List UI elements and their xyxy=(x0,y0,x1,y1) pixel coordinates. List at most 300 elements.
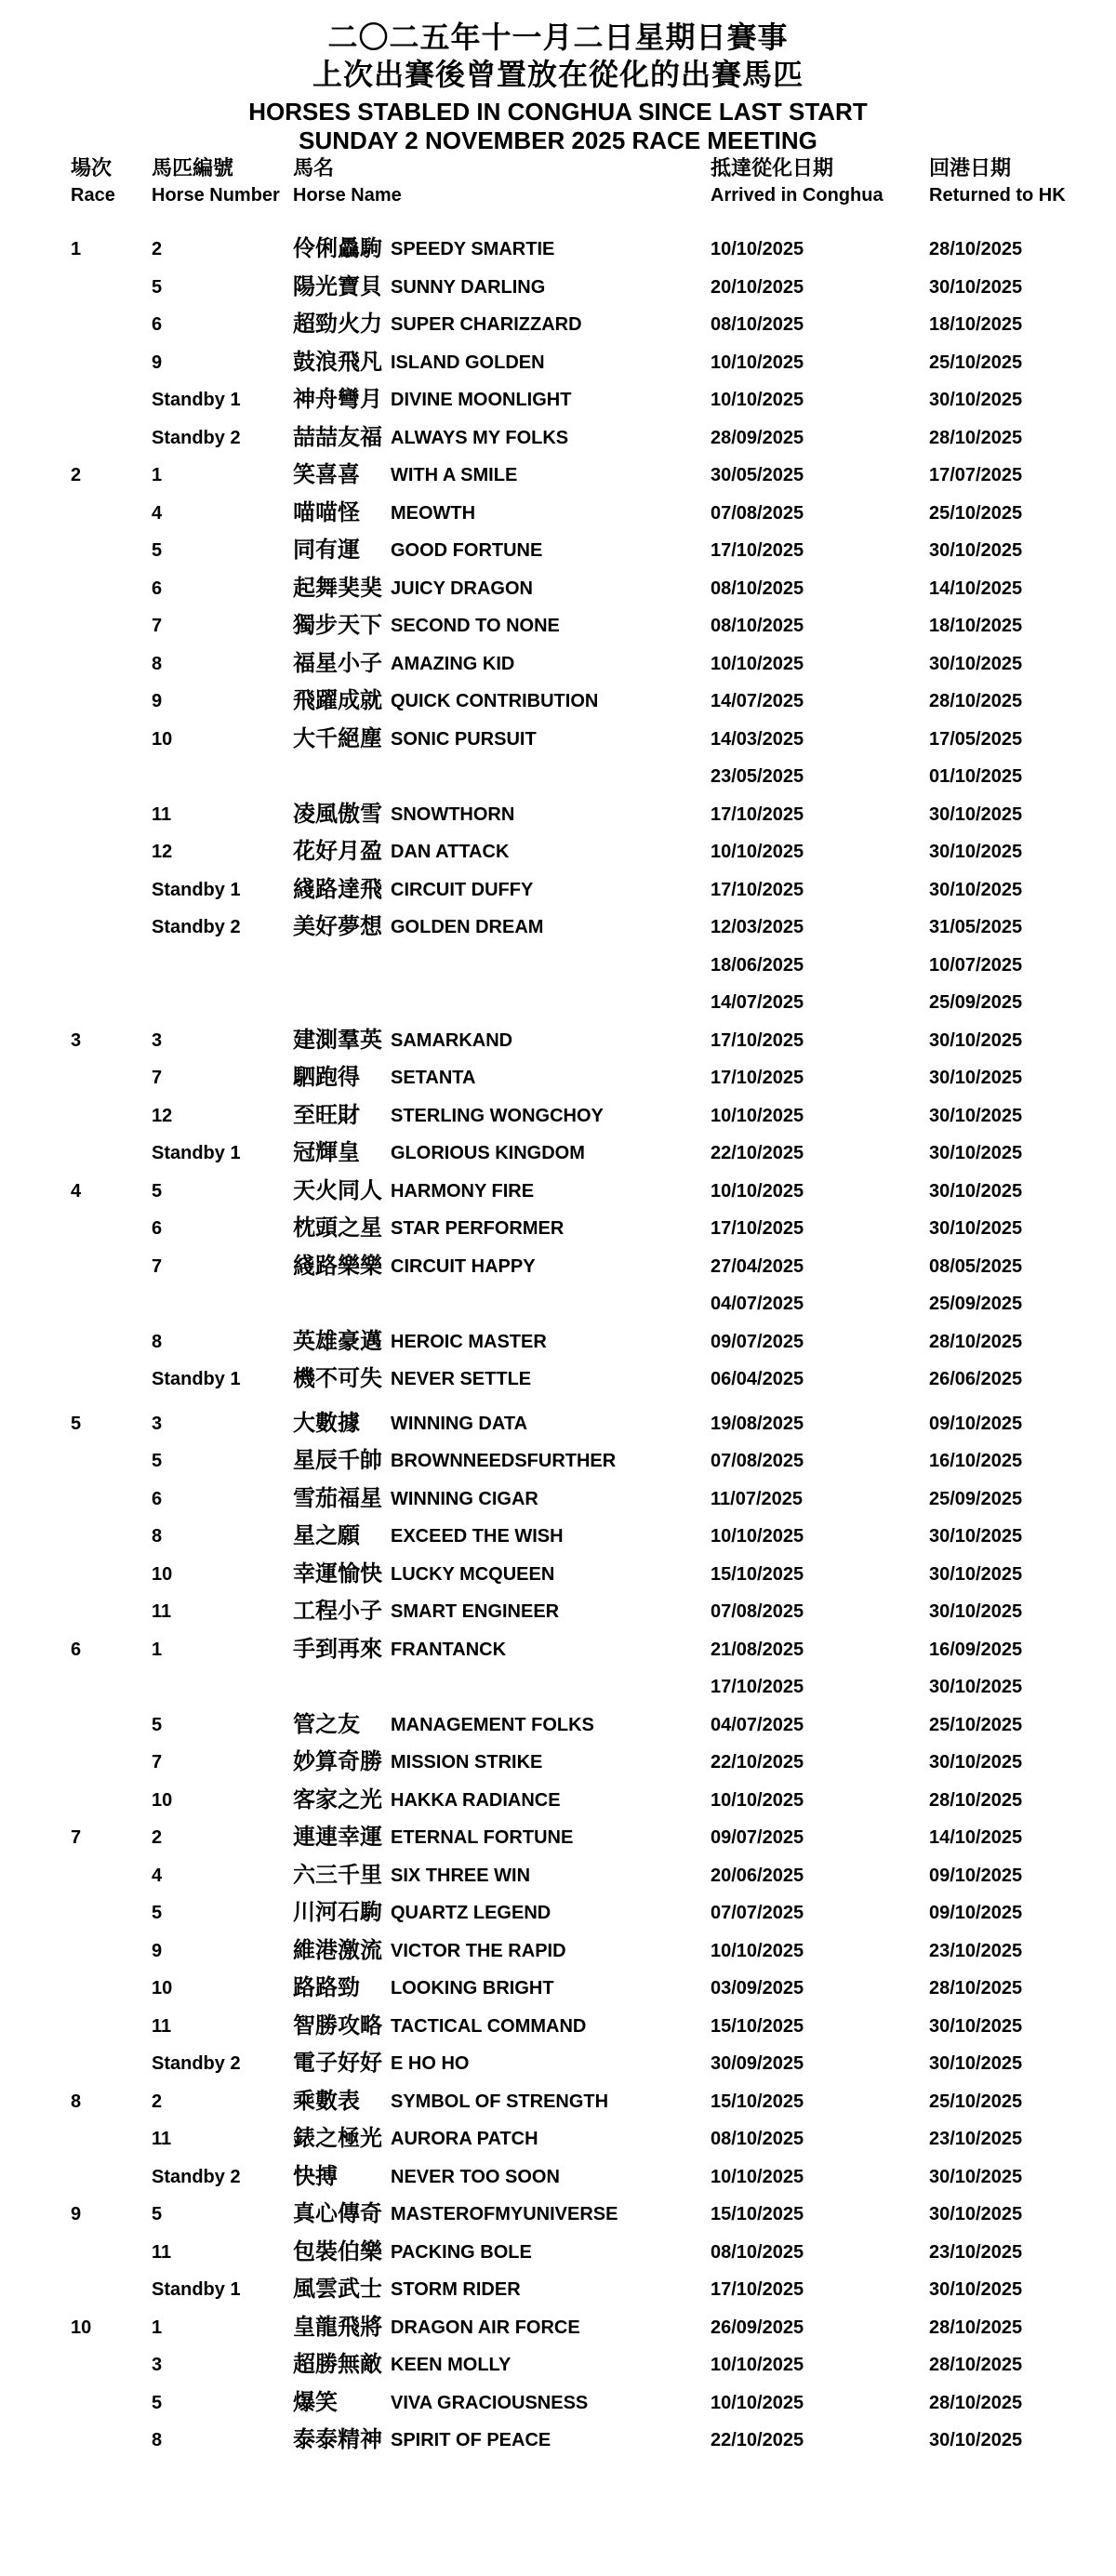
horse-name-en: SONIC PURSUIT xyxy=(391,728,537,750)
horse-number: 10 xyxy=(152,728,173,750)
horse-number: Standby 2 xyxy=(152,2166,241,2187)
table-row xyxy=(0,344,1116,382)
horse-name-zh: 花好月盈 xyxy=(293,839,382,864)
horse-number: 10 xyxy=(152,1978,173,1998)
table-row xyxy=(0,833,1116,871)
arrived-date: 10/10/2025 xyxy=(711,2166,804,2187)
returned-date: 14/10/2025 xyxy=(929,1827,1023,1848)
arrived-date: 18/06/2025 xyxy=(711,954,804,976)
horse-number: 2 xyxy=(152,1827,163,1848)
horse-name-en: SYMBOL OF STRENGTH xyxy=(391,2091,609,2112)
race-number: 5 xyxy=(71,1413,82,1434)
horse-number: 11 xyxy=(152,1601,172,1622)
header-horse-number xyxy=(152,154,280,208)
horse-name-en: WITH A SMILE xyxy=(391,465,518,485)
horse-number: 9 xyxy=(152,691,163,711)
horse-number: 5 xyxy=(152,276,163,298)
horse-name-zh: 綫路達飛 xyxy=(293,876,382,902)
returned-date: 30/10/2025 xyxy=(929,1677,1023,1697)
horse-number: 11 xyxy=(152,2241,172,2263)
table-row xyxy=(0,1059,1116,1097)
horse-name-en: SMART ENGINEER xyxy=(391,1601,560,1622)
header-arrived xyxy=(711,154,884,208)
horse-name-en: DRAGON AIR FORCE xyxy=(391,2317,580,2338)
table-row xyxy=(0,231,1116,269)
returned-date: 30/10/2025 xyxy=(929,2166,1023,2187)
document-title-block xyxy=(0,19,1116,155)
arrived-date: 17/10/2025 xyxy=(711,1677,804,1697)
horse-name-zh: 六三千里 xyxy=(293,1862,382,1888)
arrived-date: 26/09/2025 xyxy=(711,2317,804,2338)
returned-date: 30/10/2025 xyxy=(929,1068,1023,1088)
horse-name-en: SIX THREE WIN xyxy=(391,1865,531,1886)
race-group-7 xyxy=(0,1819,1116,2083)
returned-date: 09/10/2025 xyxy=(929,1865,1023,1886)
table-row xyxy=(0,1556,1116,1594)
arrived-date: 10/10/2025 xyxy=(711,1789,804,1811)
header-race xyxy=(71,154,115,208)
arrived-date: 04/07/2025 xyxy=(711,1714,804,1735)
horse-number: 5 xyxy=(152,1903,163,1923)
table-row xyxy=(0,2422,1116,2460)
header-arrived-en: Arrived in Conghua xyxy=(711,185,884,206)
horse-name-zh: 大千絕塵 xyxy=(293,725,382,751)
horse-number: 9 xyxy=(152,1940,163,1961)
horse-number: Standby 2 xyxy=(152,2053,241,2074)
header-arrived-zh: 抵達從化日期 xyxy=(711,156,834,179)
horse-name-en: SUPER CHARIZZARD xyxy=(391,314,582,335)
table-row xyxy=(0,2309,1116,2347)
race-number: 1 xyxy=(71,239,82,259)
table-row xyxy=(0,2045,1116,2083)
arrived-date: 19/08/2025 xyxy=(711,1413,804,1434)
horse-number: 5 xyxy=(152,2392,163,2413)
horse-name-en: SNOWTHORN xyxy=(391,803,515,825)
horse-name-zh: 超勁火力 xyxy=(293,312,382,337)
table-row xyxy=(0,1631,1116,1669)
table-row xyxy=(0,984,1116,1022)
horse-number: 3 xyxy=(152,1029,163,1051)
horse-name-en: TACTICAL COMMAND xyxy=(391,2015,587,2037)
table-header xyxy=(0,154,1116,231)
horse-number: 3 xyxy=(152,2355,163,2375)
arrived-date: 17/10/2025 xyxy=(711,1068,804,1088)
arrived-date: 10/10/2025 xyxy=(711,352,804,373)
table-row xyxy=(0,947,1116,985)
horse-name-zh: 超勝無敵 xyxy=(293,2352,382,2377)
horse-name-zh: 管之友 xyxy=(293,1711,360,1737)
returned-date: 30/10/2025 xyxy=(929,1105,1023,1126)
returned-date: 28/10/2025 xyxy=(929,2392,1023,2413)
horse-name-zh: 妙算奇勝 xyxy=(293,1749,382,1774)
horse-name-zh: 爆笑 xyxy=(293,2389,338,2415)
horse-name-zh: 同有運 xyxy=(293,538,360,563)
horse-name-en: MEOWTH xyxy=(391,502,476,524)
table-row xyxy=(0,1323,1116,1361)
horse-number: 1 xyxy=(152,1639,163,1660)
returned-date: 28/10/2025 xyxy=(929,1789,1023,1811)
table-row xyxy=(0,2158,1116,2197)
horse-name-zh: 真心傳奇 xyxy=(293,2201,382,2226)
arrived-date: 10/10/2025 xyxy=(711,1526,804,1547)
horse-name-en: VIVA GRACIOUSNESS xyxy=(391,2392,589,2413)
horse-name-zh: 喆喆友福 xyxy=(293,424,382,450)
horse-number: 5 xyxy=(152,540,163,561)
returned-date: 30/10/2025 xyxy=(929,2430,1023,2450)
horse-name-en: NEVER TOO SOON xyxy=(391,2166,560,2187)
title-en-line2: SUNDAY 2 NOVEMBER 2025 RACE MEETING xyxy=(299,126,817,154)
returned-date: 26/06/2025 xyxy=(929,1369,1023,1389)
table-row xyxy=(0,1361,1116,1399)
header-horse-name-en: Horse Name xyxy=(293,185,402,206)
returned-date: 25/10/2025 xyxy=(929,2091,1023,2112)
arrived-date: 08/10/2025 xyxy=(711,2241,804,2263)
title-zh-line1: 二〇二五年十一月二日星期日賽事 xyxy=(327,20,789,54)
arrived-date: 08/10/2025 xyxy=(711,616,804,636)
horse-name-zh: 乘數表 xyxy=(293,2088,360,2114)
horse-number: 1 xyxy=(152,465,163,485)
table-row xyxy=(0,1097,1116,1135)
returned-date: 30/10/2025 xyxy=(929,1143,1023,1163)
returned-date: 30/10/2025 xyxy=(929,2015,1023,2037)
arrived-date: 10/10/2025 xyxy=(711,842,804,862)
horse-number: Standby 1 xyxy=(152,1369,241,1389)
returned-date: 31/05/2025 xyxy=(929,917,1023,937)
horse-number: 2 xyxy=(152,239,163,259)
returned-date: 23/10/2025 xyxy=(929,2241,1023,2263)
returned-date: 17/05/2025 xyxy=(929,728,1023,750)
horse-name-en: STORM RIDER xyxy=(391,2279,521,2300)
table-row xyxy=(0,1518,1116,1556)
horse-name-en: CIRCUIT DUFFY xyxy=(391,879,534,900)
table-row xyxy=(0,1782,1116,1820)
returned-date: 30/10/2025 xyxy=(929,2279,1023,2300)
table-row xyxy=(0,2008,1116,2046)
horse-name-en: LOOKING BRIGHT xyxy=(391,1978,554,1998)
horse-name-en: SUNNY DARLING xyxy=(391,276,546,298)
arrived-date: 08/10/2025 xyxy=(711,314,804,335)
returned-date: 25/10/2025 xyxy=(929,1714,1023,1735)
header-horse-number-zh: 馬匹編號 xyxy=(152,156,234,179)
arrived-date: 10/10/2025 xyxy=(711,1180,804,1202)
horse-number: 11 xyxy=(152,2015,172,2037)
arrived-date: 15/10/2025 xyxy=(711,2204,804,2224)
horse-number: 7 xyxy=(152,1068,163,1088)
table-row xyxy=(0,1706,1116,1745)
arrived-date: 06/04/2025 xyxy=(711,1369,804,1389)
horse-name-zh: 路路勁 xyxy=(293,1975,360,2000)
returned-date: 10/07/2025 xyxy=(929,954,1023,976)
horse-name-en: MASTEROFMYUNIVERSE xyxy=(391,2204,618,2224)
header-returned-en: Returned to HK xyxy=(929,185,1066,206)
race-number: 3 xyxy=(71,1029,82,1051)
arrived-date: 23/05/2025 xyxy=(711,766,804,787)
returned-date: 30/10/2025 xyxy=(929,540,1023,561)
table-row xyxy=(0,1593,1116,1631)
table-row xyxy=(0,2234,1116,2272)
horse-number: Standby 2 xyxy=(152,917,241,937)
title-zh-line2: 上次出賽後曾置放在從化的出賽馬匹 xyxy=(312,58,804,91)
table-row xyxy=(0,871,1116,910)
arrived-date: 08/10/2025 xyxy=(711,578,804,599)
race-group-5 xyxy=(0,1405,1116,1631)
arrived-date: 07/08/2025 xyxy=(711,502,804,524)
horse-name-en: ETERNAL FORTUNE xyxy=(391,1827,574,1848)
horse-name-en: E HO HO xyxy=(391,2053,470,2074)
horse-number: 6 xyxy=(152,1488,163,1509)
horse-name-en: FRANTANCK xyxy=(391,1639,507,1660)
arrived-date: 21/08/2025 xyxy=(711,1639,804,1660)
returned-date: 30/10/2025 xyxy=(929,1752,1023,1773)
horse-name-zh: 笑喜喜 xyxy=(293,462,360,487)
arrived-date: 15/10/2025 xyxy=(711,1563,804,1585)
horse-name-en: DIVINE MOONLIGHT xyxy=(391,390,572,410)
race-number: 9 xyxy=(71,2204,82,2224)
horse-name-en: ALWAYS MY FOLKS xyxy=(391,427,569,448)
arrived-date: 07/08/2025 xyxy=(711,1451,804,1471)
horse-number: 1 xyxy=(152,2317,163,2338)
table-row xyxy=(0,532,1116,570)
returned-date: 30/10/2025 xyxy=(929,1180,1023,1202)
horse-name-zh: 陽光寶貝 xyxy=(293,273,382,299)
horse-name-zh: 電子好好 xyxy=(293,2051,382,2076)
horse-name-en: AMAZING KID xyxy=(391,653,515,674)
race-group-1 xyxy=(0,231,1116,457)
horse-number: Standby 1 xyxy=(152,1143,241,1163)
arrived-date: 17/10/2025 xyxy=(711,1218,804,1239)
header-race-en: Race xyxy=(71,185,115,206)
table-body xyxy=(0,231,1116,2460)
arrived-date: 03/09/2025 xyxy=(711,1978,804,1998)
table-row xyxy=(0,2083,1116,2121)
horse-name-en: WINNING DATA xyxy=(391,1413,528,1434)
returned-date: 28/10/2025 xyxy=(929,1331,1023,1352)
arrived-date: 10/10/2025 xyxy=(711,390,804,410)
returned-date: 30/10/2025 xyxy=(929,2204,1023,2224)
arrived-date: 10/10/2025 xyxy=(711,653,804,674)
arrived-date: 09/07/2025 xyxy=(711,1827,804,1848)
header-horse-name xyxy=(293,154,402,208)
returned-date: 23/10/2025 xyxy=(929,2129,1023,2149)
race-group-3 xyxy=(0,1022,1116,1173)
table-row xyxy=(0,1442,1116,1481)
returned-date: 30/10/2025 xyxy=(929,842,1023,862)
horse-name-en: ISLAND GOLDEN xyxy=(391,352,545,373)
arrived-date: 14/07/2025 xyxy=(711,992,804,1013)
returned-date: 25/09/2025 xyxy=(929,1294,1023,1314)
table-row xyxy=(0,721,1116,759)
header-horse-name-zh: 馬名 xyxy=(293,156,335,179)
arrived-date: 27/04/2025 xyxy=(711,1255,804,1277)
horse-name-en: CIRCUIT HAPPY xyxy=(391,1255,536,1277)
arrived-date: 07/08/2025 xyxy=(711,1601,804,1622)
table-row xyxy=(0,1970,1116,2008)
table-row xyxy=(0,758,1116,796)
horse-number: 10 xyxy=(152,1789,173,1811)
horse-number: 11 xyxy=(152,803,172,825)
horse-number: Standby 1 xyxy=(152,879,241,900)
horse-name-en: LUCKY MCQUEEN xyxy=(391,1563,555,1585)
arrived-date: 08/10/2025 xyxy=(711,2129,804,2149)
horse-name-en: KEEN MOLLY xyxy=(391,2355,512,2375)
arrived-date: 10/10/2025 xyxy=(711,239,804,259)
horse-number: 7 xyxy=(152,1255,163,1277)
horse-name-zh: 美好夢想 xyxy=(293,914,382,939)
horse-name-zh: 風雲武士 xyxy=(293,2277,382,2302)
table-row xyxy=(0,269,1116,307)
horse-name-en: GOOD FORTUNE xyxy=(391,540,543,561)
horse-name-en: HARMONY FIRE xyxy=(391,1180,535,1202)
horse-name-zh: 大數據 xyxy=(293,1410,360,1436)
arrived-date: 17/10/2025 xyxy=(711,540,804,561)
horse-name-zh: 川河石駒 xyxy=(293,1900,382,1925)
horse-name-zh: 工程小子 xyxy=(293,1599,382,1624)
arrived-date: 10/10/2025 xyxy=(711,2355,804,2375)
table-row xyxy=(0,1248,1116,1286)
race-number: 6 xyxy=(71,1639,82,1660)
returned-date: 18/10/2025 xyxy=(929,314,1023,335)
horse-name-zh: 幸運愉快 xyxy=(293,1560,382,1587)
horse-name-zh: 星之願 xyxy=(293,1523,360,1548)
horse-name-en: QUICK CONTRIBUTION xyxy=(391,691,599,711)
horse-number: 8 xyxy=(152,2430,163,2450)
returned-date: 30/10/2025 xyxy=(929,390,1023,410)
arrived-date: 15/10/2025 xyxy=(711,2015,804,2037)
table-row xyxy=(0,645,1116,684)
horse-name-zh: 泰泰精神 xyxy=(293,2427,382,2452)
table-row xyxy=(0,381,1116,419)
table-row xyxy=(0,1405,1116,1443)
horse-number: 12 xyxy=(152,842,173,862)
table-row xyxy=(0,419,1116,458)
table-row xyxy=(0,607,1116,645)
table-row xyxy=(0,1022,1116,1060)
horse-name-zh: 神舟彎月 xyxy=(293,387,382,412)
table-row xyxy=(0,2271,1116,2309)
horse-name-zh: 綫路樂樂 xyxy=(293,1253,382,1279)
returned-date: 28/10/2025 xyxy=(929,239,1023,259)
horse-name-zh: 客家之光 xyxy=(293,1786,382,1812)
horse-number: 9 xyxy=(152,352,163,373)
table-row xyxy=(0,1135,1116,1173)
horse-name-en: NEVER SETTLE xyxy=(391,1369,532,1389)
returned-date: 28/10/2025 xyxy=(929,1978,1023,1998)
horse-number: 12 xyxy=(152,1105,173,1126)
horse-name-en: GOLDEN DREAM xyxy=(391,917,544,937)
horse-number: Standby 2 xyxy=(152,427,241,448)
arrived-date: 22/10/2025 xyxy=(711,1143,804,1163)
race-number: 4 xyxy=(71,1180,82,1202)
arrived-date: 17/10/2025 xyxy=(711,1029,804,1051)
table-row xyxy=(0,306,1116,344)
horse-name-zh: 智勝攻略 xyxy=(293,2012,382,2038)
horse-name-en: SPIRIT OF PEACE xyxy=(391,2430,551,2450)
returned-date: 30/10/2025 xyxy=(929,2053,1023,2074)
returned-date: 30/10/2025 xyxy=(929,1601,1023,1622)
arrived-date: 10/10/2025 xyxy=(711,1105,804,1126)
horse-name-zh: 凌風傲雪 xyxy=(293,801,382,827)
horse-name-en: SECOND TO NONE xyxy=(391,616,560,636)
arrived-date: 07/07/2025 xyxy=(711,1903,804,1923)
horse-name-zh: 至旺財 xyxy=(293,1102,360,1128)
table-row xyxy=(0,1173,1116,1211)
arrived-date: 17/10/2025 xyxy=(711,2279,804,2300)
horse-name-en: AURORA PATCH xyxy=(391,2129,538,2149)
horse-number: 7 xyxy=(152,616,163,636)
table-row xyxy=(0,1894,1116,1932)
table-row xyxy=(0,909,1116,947)
returned-date: 25/09/2025 xyxy=(929,992,1023,1013)
horse-name-en: HEROIC MASTER xyxy=(391,1331,547,1352)
returned-date: 28/10/2025 xyxy=(929,691,1023,711)
arrived-date: 22/10/2025 xyxy=(711,1752,804,1773)
horse-name-en: GLORIOUS KINGDOM xyxy=(391,1143,585,1163)
race-group-8 xyxy=(0,2083,1116,2197)
header-returned-zh: 回港日期 xyxy=(929,156,1012,179)
horse-name-zh: 福星小子 xyxy=(293,650,382,676)
returned-date: 16/10/2025 xyxy=(929,1451,1023,1471)
table-row xyxy=(0,2346,1116,2384)
horse-name-zh: 機不可失 xyxy=(293,1366,382,1391)
horse-number: 11 xyxy=(152,2129,172,2149)
table-row xyxy=(0,457,1116,495)
horse-name-zh: 手到再來 xyxy=(293,1636,382,1662)
horse-name-zh: 飛躍成就 xyxy=(293,688,382,713)
table-row xyxy=(0,495,1116,533)
race-group-10 xyxy=(0,2309,1116,2460)
horse-name-en: WINNING CIGAR xyxy=(391,1488,538,1509)
returned-date: 25/09/2025 xyxy=(929,1488,1023,1509)
arrived-date: 22/10/2025 xyxy=(711,2430,804,2450)
race-number: 8 xyxy=(71,2091,82,2112)
table-row xyxy=(0,2196,1116,2234)
horse-number: 5 xyxy=(152,1714,163,1735)
arrived-date: 17/10/2025 xyxy=(711,879,804,900)
header-race-zh: 場次 xyxy=(71,156,113,179)
horse-name-en: BROWNNEEDSFURTHER xyxy=(391,1451,617,1471)
horse-name-zh: 連連幸運 xyxy=(293,1825,382,1850)
arrived-date: 14/07/2025 xyxy=(711,691,804,711)
horse-number: 5 xyxy=(152,1180,163,1202)
race-group-4 xyxy=(0,1173,1116,1399)
horse-name-en: JUICY DRAGON xyxy=(391,578,533,599)
race-number: 7 xyxy=(71,1827,82,1848)
returned-date: 30/10/2025 xyxy=(929,276,1023,298)
returned-date: 25/10/2025 xyxy=(929,502,1023,524)
table-row xyxy=(0,1744,1116,1782)
table-row xyxy=(0,1857,1116,1895)
horse-name-zh: 冠輝皇 xyxy=(293,1140,360,1165)
horse-name-zh: 獨步天下 xyxy=(293,613,382,638)
horse-name-en: EXCEED THE WISH xyxy=(391,1526,564,1547)
header-returned xyxy=(929,154,1066,208)
arrived-date: 12/03/2025 xyxy=(711,917,804,937)
arrived-date: 14/03/2025 xyxy=(711,728,804,750)
returned-date: 09/10/2025 xyxy=(929,1903,1023,1923)
horse-name-zh: 錶之極光 xyxy=(293,2126,382,2151)
horse-name-en: VICTOR THE RAPID xyxy=(391,1940,566,1961)
returned-date: 08/05/2025 xyxy=(929,1255,1023,1277)
horse-number: Standby 1 xyxy=(152,390,241,410)
race-group-6 xyxy=(0,1631,1116,1820)
returned-date: 01/10/2025 xyxy=(929,766,1023,787)
table-row xyxy=(0,1481,1116,1519)
returned-date: 18/10/2025 xyxy=(929,616,1023,636)
returned-date: 30/10/2025 xyxy=(929,1218,1023,1239)
horse-number: 8 xyxy=(152,1526,163,1547)
horse-number: 8 xyxy=(152,1331,163,1352)
arrived-date: 30/09/2025 xyxy=(711,2053,804,2074)
